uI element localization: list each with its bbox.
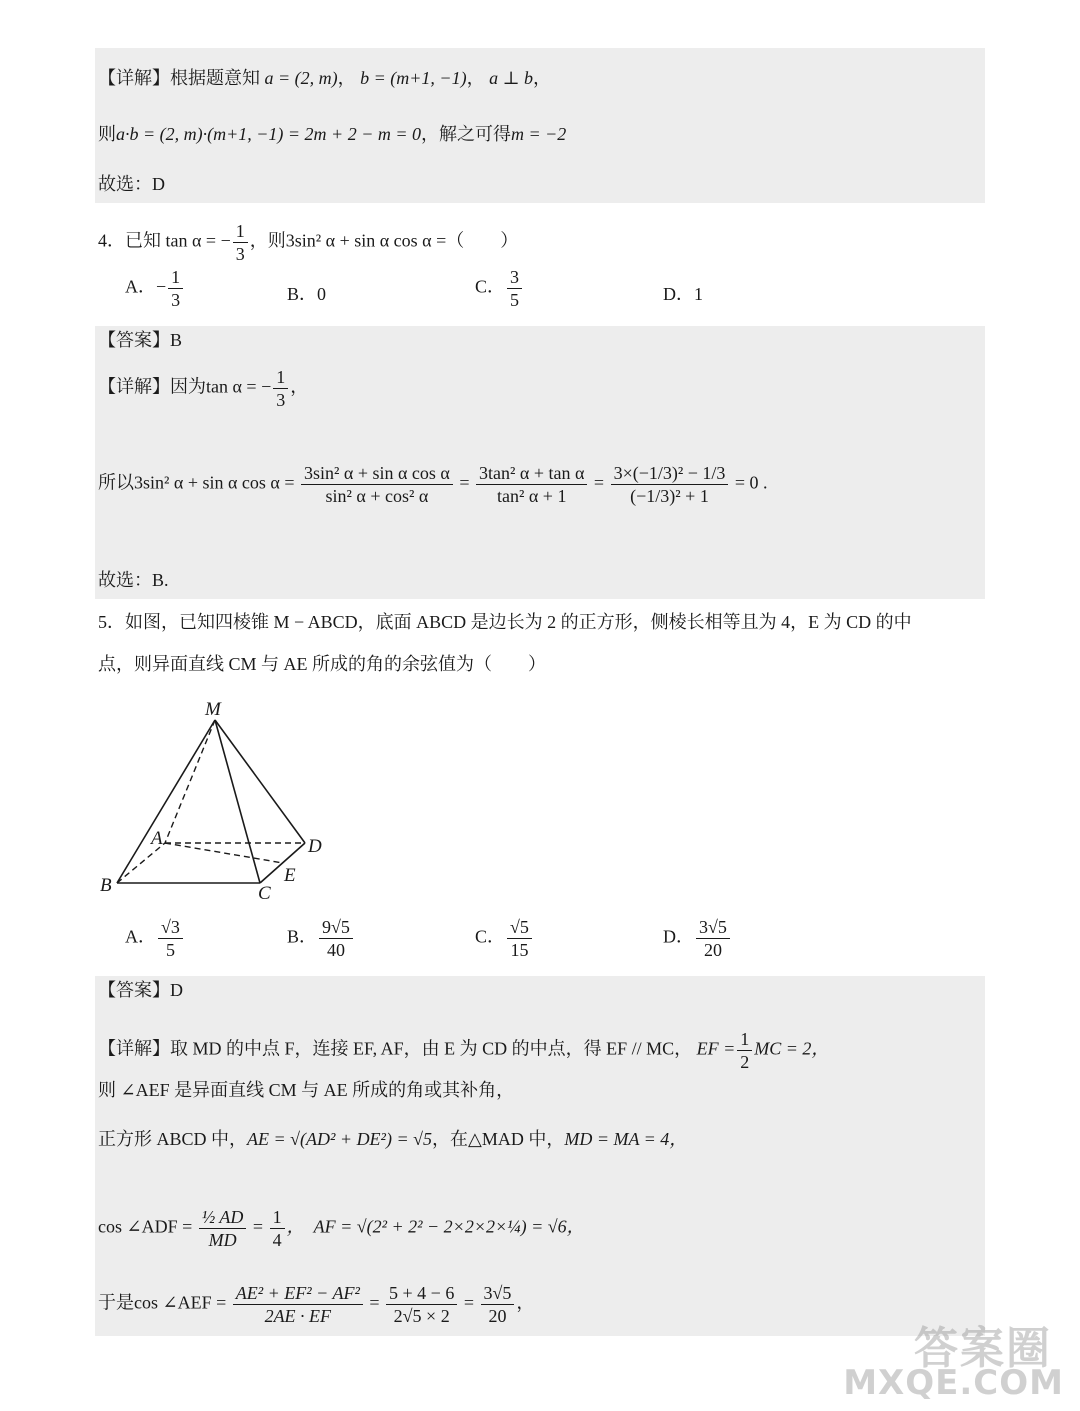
q5-detail-line5: 于是cos ∠AEF = $\frac{\text{AE² + EF² − AF²}}{2AE \cdot EF}$ = $\frac{5 + 4 - 6}{2√5 \times 2}$ = $\frac{3√5}{20}$ ， xyxy=(98,1283,535,1326)
q4-answer: 【答案】B xyxy=(98,330,183,350)
label-a: A xyxy=(151,828,163,849)
q5-option-d: D． $\frac{3√5}{20}$ xyxy=(663,916,732,961)
q5-detail-line2: 则 ∠AEF 是异面直线 CM 与 AE 所成的角或其补角， xyxy=(98,1080,515,1100)
q3-detail-line1: 【详解】根据题意知 a = (2, m)， b = (m+1, −1)， a ⊥ b， xyxy=(98,68,552,88)
q5-stem-line2: 点，则异面直线 CM 与 AE 所成的角的余弦值为（ ） xyxy=(98,654,547,674)
watermark-logo xyxy=(843,1310,1072,1405)
label-c: C xyxy=(258,883,271,904)
q4-stem: 4．已知 tan α = − $\frac{1}{3}$ ，则3sin² α + sin α cos α =（ ） xyxy=(98,221,519,264)
fraction: $\frac{1}{3}$ xyxy=(233,220,248,265)
q4-option-a: A．− $\frac{1}{3}$ xyxy=(125,266,185,311)
q5-detail-line3: 正方形 ABCD 中，AE = √(AD² + DE²) = √5，在△MAD 中，MD = MA = 4， xyxy=(98,1129,688,1149)
q5-detail-line4: cos ∠ADF = $\frac{\text{½ AD}}{MD}$ = $\frac{1}{4}$ ， AF = √(2² + 2² − 2×2×2×¼) = √6， xyxy=(98,1207,585,1250)
q5-option-a: A． $\frac{√3}{5}$ xyxy=(125,916,185,961)
q5-detail-line1: 【详解】取 MD 的中点 F，连接 EF, AF，由 E 为 CD 的中点，得 EF // MC， EF = $\frac{1}{2}$ MC = 2， xyxy=(98,1029,830,1072)
watermark-text-top: 答案圈 xyxy=(914,1323,1052,1374)
q4-detail-line1: 【详解】因为tan α = − $\frac{1}{3}$ ， xyxy=(98,367,309,410)
q3-detail-line2: 则a·b = (2, m)·(m+1, −1) = 2m + 2 − m = 0，解之可得m = −2 xyxy=(98,124,567,144)
label-m: M xyxy=(205,699,221,720)
q4-detail-line2: 所以3sin² α + sin α cos α = $\frac{\text{3sin² α + sin α cos α}}{\text{sin² α + cos² α}}$ = $\frac{\text{3tan² α + tan α}}{\text{tan² α + 1}}$ = $\frac{\text{3×(−1/3)² − 1/3}}{\text{(−1/3)² + 1}}$ = 0 . xyxy=(98,463,768,506)
q4-option-d: D．1 xyxy=(663,284,703,304)
label-b: B xyxy=(100,875,112,896)
label-e: E xyxy=(284,865,296,886)
q3-answer-line: 故选：D xyxy=(98,174,165,194)
q4-option-c: C． $\frac{3}{5}$ xyxy=(475,266,524,311)
q5-stem-line1: 5．如图，已知四棱锥 M − ABCD，底面 ABCD 是边长为 2 的正方形，侧棱长相等且为 4，E 为 CD 的中 xyxy=(98,612,912,632)
q5-option-c: C． $\frac{√5}{15}$ xyxy=(475,916,534,961)
pyramid-figure xyxy=(95,695,340,905)
watermark-text-bottom: MXQE.COM xyxy=(843,1363,1064,1403)
q4-choose: 故选：B. xyxy=(98,570,169,590)
detail-label: 【详解】 xyxy=(98,68,170,88)
q5-answer: 【答案】D xyxy=(98,980,183,1000)
q4-option-b: B．0 xyxy=(287,284,327,304)
q5-option-b: B． $\frac{9√5}{40}$ xyxy=(287,916,355,961)
label-d: D xyxy=(308,836,322,857)
